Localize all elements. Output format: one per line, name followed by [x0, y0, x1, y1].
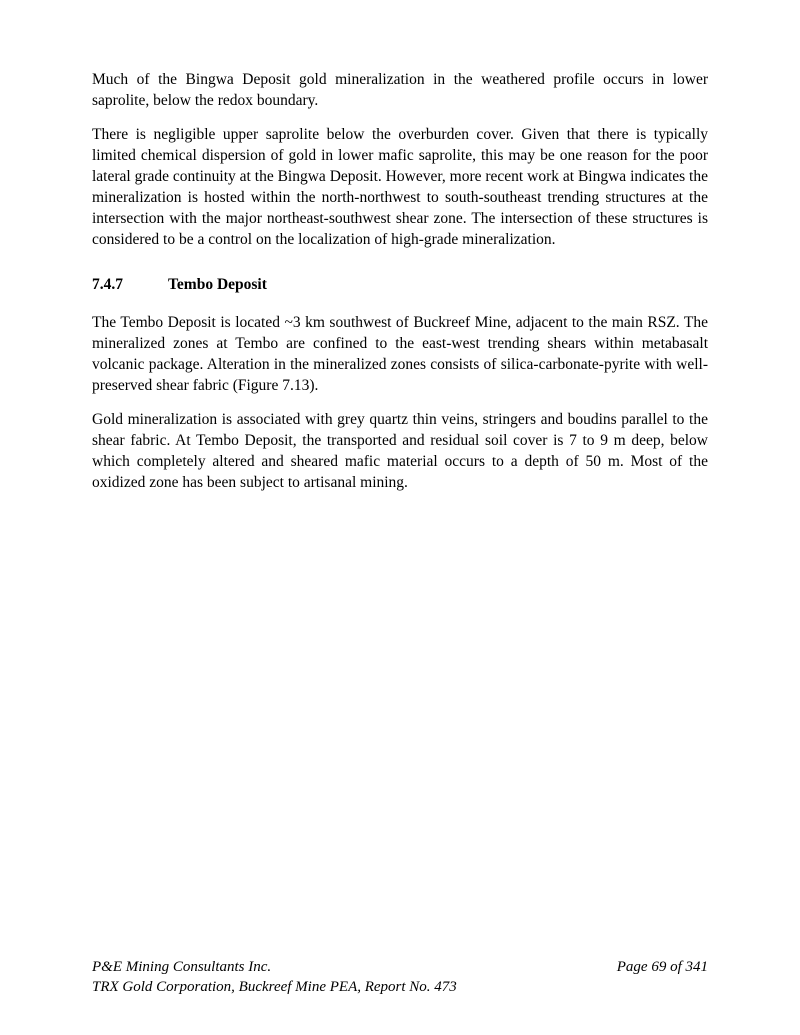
paragraph-tembo-location: The Tembo Deposit is located ~3 km southwest of Buckreef Mine, adjacent to the main RSZ. The mineralized zones at Tembo are confined to the east-west trending shears within metabasalt volcanic package. Alteration in the mineralized zones consists of silica-carbonate-pyrite with well-preserved shear fabric (Figure 7.13).: [92, 314, 708, 394]
paragraph-tembo-mineralization: Gold mineralization is associated with grey quartz thin veins, stringers and boudins parallel to the shear fabric. At Tembo Deposit, the transported and residual soil cover is 7 to 9 m deep, below which completely altered and sheared mafic material occurs to a depth of 50 m. Most of the oxidized zone has been subject to artisanal mining.: [92, 411, 708, 491]
section-heading-tembo-deposit: [92, 274, 708, 295]
section-number: 7.4.7: [92, 276, 123, 293]
paragraph-bingwa-structures: There is negligible upper saprolite below the overburden cover. Given that there is typically limited chemical dispersion of gold in lower mafic saprolite, this may be one reason for the poor lateral grade continuity at the Bingwa Deposit. However, more recent work at Bingwa indicates the mineralization is hosted within the north-northwest to south-southeast trending structures at the intersection with the major northeast-southwest shear zone. The intersection of these structures is considered to be a control on the localization of high-grade mineralization.: [92, 126, 708, 248]
footer-page-number: Page 69 of 341: [616, 959, 708, 975]
paragraph-bingwa-saprolite: Much of the Bingwa Deposit gold mineralization in the weathered profile occurs in lower saprolite, below the redox boundary.: [92, 71, 708, 109]
page-footer: [92, 957, 708, 997]
footer-company-name: P&E Mining Consultants Inc.: [92, 959, 272, 975]
section-title: Tembo Deposit: [168, 276, 267, 293]
footer-report-title: TRX Gold Corporation, Buckreef Mine PEA, Report No. 473: [92, 979, 457, 995]
page-body: [92, 69, 708, 506]
